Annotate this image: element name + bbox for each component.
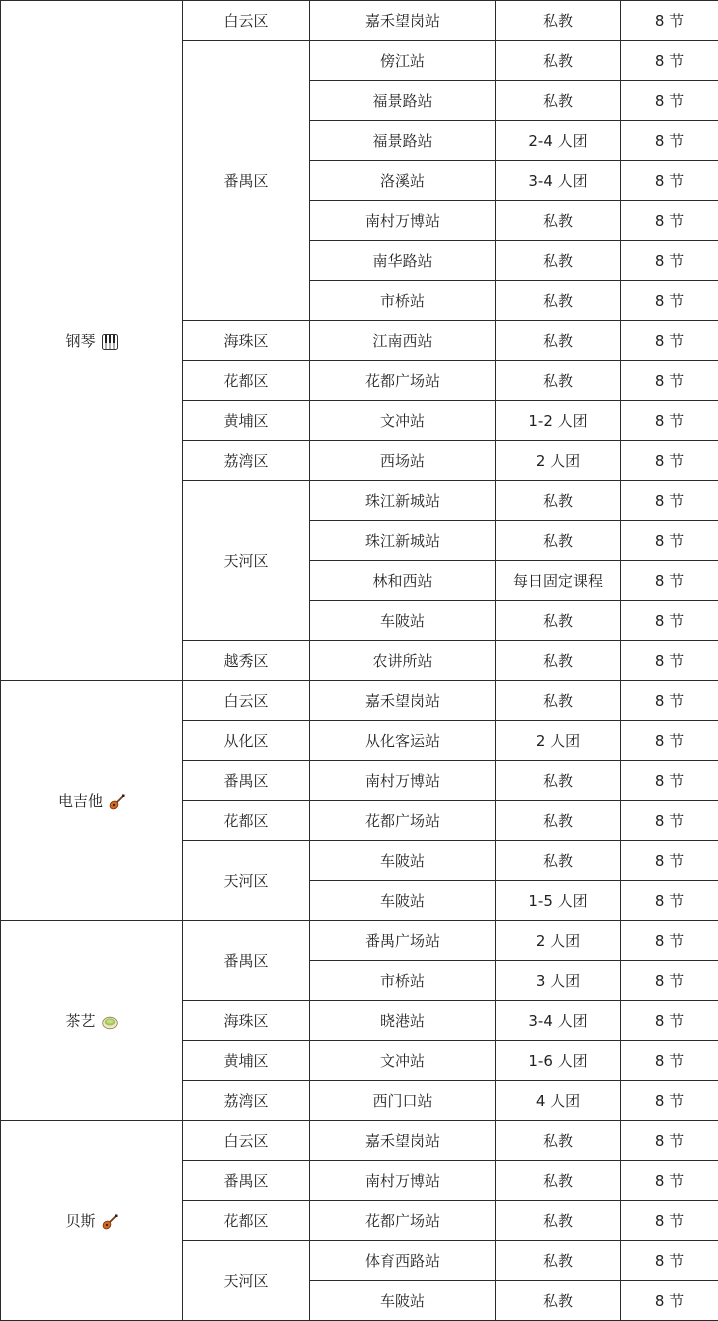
station-cell: 嘉禾望岗站 [310,681,496,721]
lesson-count-cell: 8 节 [621,121,718,161]
class-type-cell: 私教 [496,841,621,881]
class-type-cell: 4 人团 [496,1081,621,1121]
lesson-count-cell: 8 节 [621,561,718,601]
lesson-count-cell: 8 节 [621,641,718,681]
class-type-cell: 私教 [496,201,621,241]
guitar-icon [102,1214,118,1230]
table-row [1,921,718,961]
station-cell: 市桥站 [310,961,496,1001]
lesson-count-cell: 8 节 [621,681,718,721]
lesson-count-cell: 8 节 [621,841,718,881]
lesson-count-cell: 8 节 [621,281,718,321]
district-cell: 越秀区 [183,641,310,681]
district-cell: 番禺区 [183,761,310,801]
category-name: 贝斯 [65,1212,96,1230]
lesson-count-cell: 8 节 [621,41,718,81]
class-type-cell: 3 人团 [496,961,621,1001]
station-cell: 体育西路站 [310,1241,496,1281]
lesson-count-cell: 8 节 [621,1001,718,1041]
class-type-cell: 私教 [496,681,621,721]
station-cell: 车陂站 [310,601,496,641]
class-type-cell: 1-6 人团 [496,1041,621,1081]
district-cell: 海珠区 [183,321,310,361]
lesson-count-cell: 8 节 [621,441,718,481]
station-cell: 农讲所站 [310,641,496,681]
station-cell: 珠江新城站 [310,481,496,521]
district-cell: 天河区 [183,481,310,641]
district-cell: 荔湾区 [183,441,310,481]
lesson-count-cell: 8 节 [621,1081,718,1121]
class-type-cell: 私教 [496,1161,621,1201]
class-type-cell: 私教 [496,481,621,521]
table-row [1,1121,718,1161]
class-type-cell: 1-5 人团 [496,881,621,921]
station-cell: 西场站 [310,441,496,481]
district-cell: 番禺区 [183,41,310,321]
lesson-count-cell: 8 节 [621,1281,718,1321]
district-cell: 花都区 [183,801,310,841]
class-type-cell: 私教 [496,801,621,841]
station-cell: 南村万博站 [310,761,496,801]
station-cell: 福景路站 [310,121,496,161]
class-type-cell: 每日固定课程 [496,561,621,601]
piano-icon [102,334,118,350]
class-type-cell: 3-4 人团 [496,161,621,201]
category-cell [1,1,183,681]
district-cell: 荔湾区 [183,1081,310,1121]
station-cell: 西门口站 [310,1081,496,1121]
station-cell: 南村万博站 [310,1161,496,1201]
guitar-icon [109,794,125,810]
class-type-cell: 3-4 人团 [496,1001,621,1041]
station-cell: 花都广场站 [310,801,496,841]
lesson-count-cell: 8 节 [621,81,718,121]
class-type-cell: 私教 [496,281,621,321]
station-cell: 花都广场站 [310,361,496,401]
station-cell: 文冲站 [310,1041,496,1081]
lesson-count-cell: 8 节 [621,601,718,641]
lesson-count-cell: 8 节 [621,1041,718,1081]
station-cell: 傍江站 [310,41,496,81]
district-cell: 黄埔区 [183,401,310,441]
lesson-count-cell: 8 节 [621,761,718,801]
district-cell: 从化区 [183,721,310,761]
class-type-cell: 私教 [496,641,621,681]
category-cell [1,681,183,921]
station-cell: 车陂站 [310,1281,496,1321]
station-cell: 林和西站 [310,561,496,601]
district-cell: 花都区 [183,1201,310,1241]
district-cell: 花都区 [183,361,310,401]
lesson-count-cell: 8 节 [621,401,718,441]
station-cell: 南华路站 [310,241,496,281]
station-cell: 珠江新城站 [310,521,496,561]
lesson-count-cell: 8 节 [621,241,718,281]
class-type-cell: 私教 [496,81,621,121]
class-type-cell: 私教 [496,1121,621,1161]
lesson-count-cell: 8 节 [621,881,718,921]
station-cell: 嘉禾望岗站 [310,1121,496,1161]
station-cell: 洛溪站 [310,161,496,201]
lesson-count-cell: 8 节 [621,1201,718,1241]
station-cell: 晓港站 [310,1001,496,1041]
class-type-cell: 私教 [496,41,621,81]
station-cell: 江南西站 [310,321,496,361]
district-cell: 白云区 [183,681,310,721]
table-row [1,681,718,721]
category-name: 茶艺 [65,1012,96,1030]
station-cell: 从化客运站 [310,721,496,761]
station-cell: 花都广场站 [310,1201,496,1241]
district-cell: 天河区 [183,841,310,921]
category-cell [1,921,183,1121]
class-type-cell: 私教 [496,1281,621,1321]
station-cell: 福景路站 [310,81,496,121]
class-type-cell: 2 人团 [496,441,621,481]
district-cell: 番禺区 [183,921,310,1001]
station-cell: 车陂站 [310,881,496,921]
table-body [1,1,718,1321]
lesson-count-cell: 8 节 [621,1241,718,1281]
district-cell: 白云区 [183,1,310,41]
category-name: 钢琴 [65,332,96,350]
district-cell: 番禺区 [183,1161,310,1201]
class-type-cell: 私教 [496,761,621,801]
lesson-count-cell: 8 节 [621,1121,718,1161]
lesson-count-cell: 8 节 [621,1,718,41]
district-cell: 天河区 [183,1241,310,1321]
station-cell: 番禺广场站 [310,921,496,961]
lesson-count-cell: 8 节 [621,921,718,961]
lesson-count-cell: 8 节 [621,801,718,841]
station-cell: 南村万博站 [310,201,496,241]
lesson-count-cell: 8 节 [621,201,718,241]
lesson-count-cell: 8 节 [621,161,718,201]
category-cell [1,1121,183,1321]
lesson-count-cell: 8 节 [621,361,718,401]
lesson-count-cell: 8 节 [621,521,718,561]
district-cell: 白云区 [183,1121,310,1161]
class-type-cell: 私教 [496,321,621,361]
class-type-cell: 私教 [496,521,621,561]
class-type-cell: 2-4 人团 [496,121,621,161]
class-type-cell: 1-2 人团 [496,401,621,441]
lesson-count-cell: 8 节 [621,961,718,1001]
station-cell: 文冲站 [310,401,496,441]
table-row [1,1,718,41]
class-type-cell: 私教 [496,1241,621,1281]
station-cell: 市桥站 [310,281,496,321]
category-name: 电吉他 [57,792,103,810]
lesson-count-cell: 8 节 [621,481,718,521]
lesson-count-cell: 8 节 [621,721,718,761]
class-type-cell: 2 人团 [496,721,621,761]
station-cell: 车陂站 [310,841,496,881]
class-type-cell: 私教 [496,1,621,41]
district-cell: 海珠区 [183,1001,310,1041]
tea-icon [102,1014,118,1030]
lesson-count-cell: 8 节 [621,321,718,361]
station-cell: 嘉禾望岗站 [310,1,496,41]
class-type-cell: 私教 [496,241,621,281]
lesson-count-cell: 8 节 [621,1161,718,1201]
class-type-cell: 私教 [496,601,621,641]
class-type-cell: 2 人团 [496,921,621,961]
district-cell: 黄埔区 [183,1041,310,1081]
class-type-cell: 私教 [496,361,621,401]
class-type-cell: 私教 [496,1201,621,1241]
